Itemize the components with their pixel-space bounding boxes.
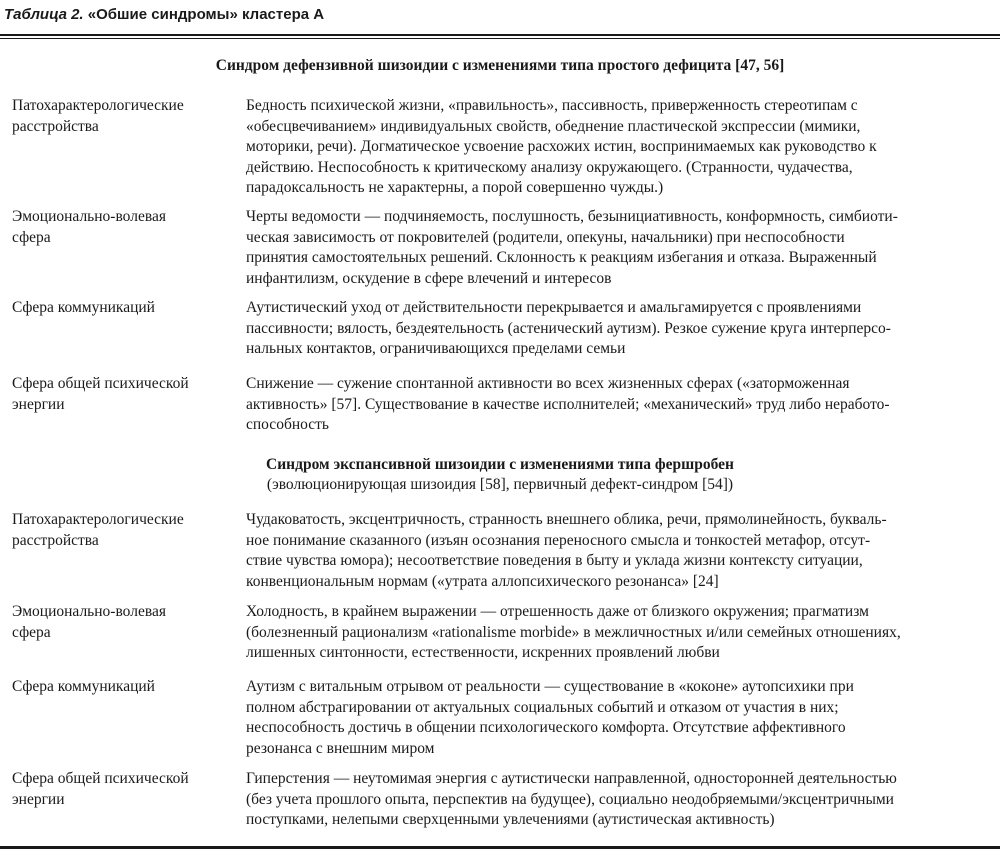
section-2-row-1-text: Чудаковатость, эксцентричность, странность внешнего облика, речи, прямолинейность, букваль- ное понимание сказанного (изъян осознания переносного смысла и тонкостей метафор, отсут- ствие чувства юмора); несоответствие поведения в быту и уклада жизни контексту ситуации, конвенциональным нормам («утрата аллопсихического резонанса» [24] — [246, 511, 887, 590]
section-2-row-4-label: Сфера общей психической энергии — [12, 770, 189, 808]
section-2-title: Синдром экспансивной шизоидии с изменениями типа фершробен — [266, 456, 734, 473]
section-2-row-2-text: Холодность, в крайнем выражении — отрешенность даже от близкого окружения; прагматизм (болезненный рационализм «rationalisme morbide» в межличностных и/или семейных отношениях, лишенных синтонности, естественности, искренних проявлений любви — [246, 603, 901, 661]
section-1-row-1-text: Бедность психической жизни, «правильность», пассивность, приверженность стереотипам с «обесцвечиванием» индивидуальных свойств, обеднение пластической экспрессии (мимики, моторики, речи). Догматическое усвоение расхожих истин, воспринимаемых как руководство к действию. Неспособность к критическому анализу окружающего. (Странности, чудачества, парадоксальность не характерны, а порой совершенно чужды.) — [246, 97, 877, 196]
table-number: Таблица 2. — [4, 6, 84, 23]
top-rule-thin — [0, 38, 1000, 39]
top-rule — [0, 34, 1000, 36]
section-2-subtitle: (эволюционирующая шизоидия [58], первичный дефект-синдром [54]) — [266, 476, 734, 493]
table-title: «Обшие синдромы» кластера А — [87, 6, 325, 23]
section-1-row-3-text: Аутистический уход от действительности перекрывается и амальгамируется с проявлениями пассивности; вялость, бездеятельность (астенический аутизм). Резкое сужение круга интерперсо- нальных контактов, ограничивающихся пределами семьи — [246, 299, 891, 357]
section-1-row-2-text: Черты ведомости — подчиняемость, послушность, безынициативность, конформность, симбиоти- ческая зависимость от покровителей (родители, опекуны, начальники) при неспособности принятия самостоятельных решений. Склонность к реакциям избегания и отказа. Выраженный инфантилизм, оскудение в сфере влечений и интересов — [246, 208, 898, 287]
section-1-row-4-label: Сфера общей психической энергии — [12, 375, 189, 413]
section-2-row-3-text: Аутизм с витальным отрывом от реальности — существование в «коконе» аутопсихики при полном абстрагировании от актуальных социальных событий и отказом от участия в них; неспособность достичь в общении психологического комфорта. Отсутствие аффективного резонанса с внешним миром — [246, 678, 854, 757]
section-1-row-2-label: Эмоционально-волевая сфера — [12, 208, 166, 246]
section-2-row-4-text: Гиперстения — неутомимая энергия с аутистически направленной, односторонней деятельностью (без учета прошлого опыта, перспектив на будущее), социально неодобряемыми/эксцентричными поступками, нелепыми сверхценными увлечениями (аутистическая активность) — [246, 770, 897, 828]
table-caption — [4, 6, 324, 23]
section-1-row-4-text: Снижение — сужение спонтанной активности во всех жизненных сферах («заторможенная активность» [57]. Существование в качестве исполнителей; «механический» труд либо неработо- способность — [246, 375, 890, 433]
section-2-row-3-label: Сфера коммуникаций — [12, 678, 155, 695]
bottom-rule — [0, 846, 1000, 849]
section-1-row-1-label: Патохарактерологические расстройства — [12, 97, 184, 135]
section-2-row-2-label: Эмоционально-волевая сфера — [12, 603, 166, 641]
section-1-title: Синдром дефензивной шизоидии с изменениями типа простого дефицита [47, 56] — [215, 57, 785, 74]
section-2-row-1-label: Патохарактерологические расстройства — [12, 511, 184, 549]
section-1-row-3-label: Сфера коммуникаций — [12, 299, 155, 316]
